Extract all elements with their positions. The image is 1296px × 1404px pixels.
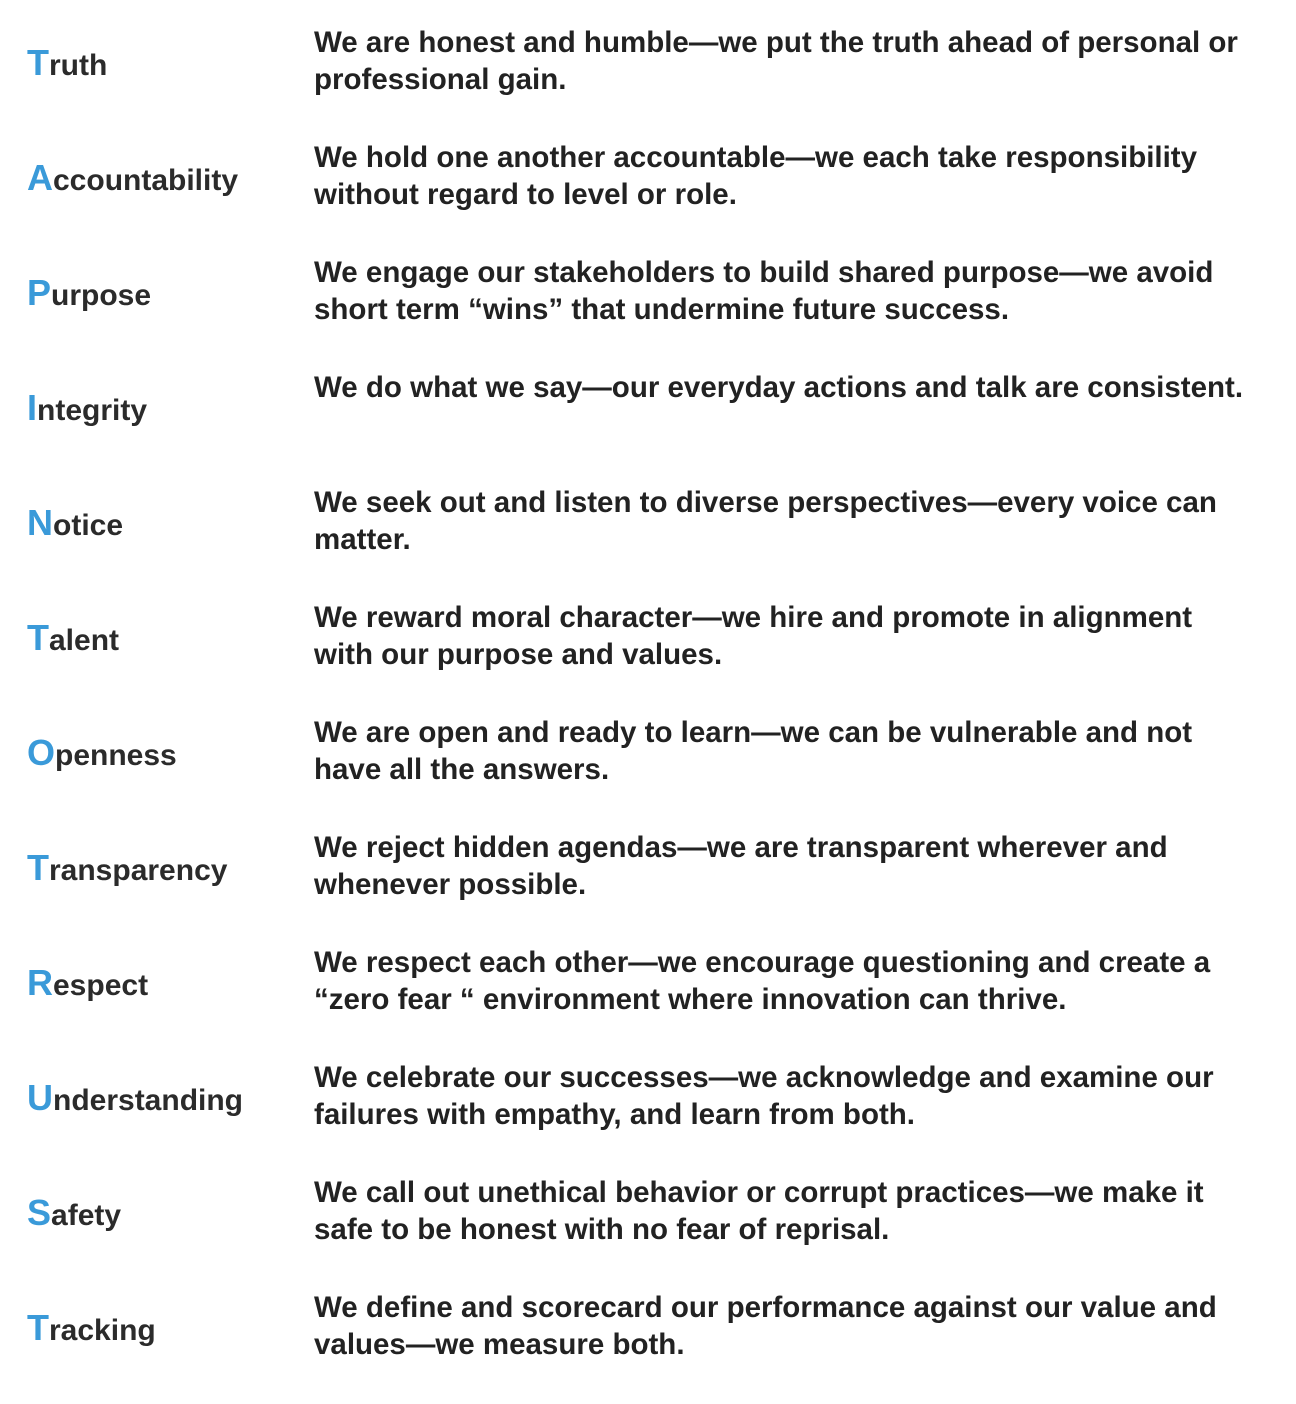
value-term (27, 1307, 156, 1348)
value-row (0, 1174, 1296, 1289)
value-term-rest: otice (53, 509, 124, 542)
value-row (0, 24, 1296, 139)
value-initial-letter: I (27, 387, 38, 428)
value-term (27, 502, 124, 543)
value-description: We are open and ready to learn—we can be vulnerable and not have all the answers. (314, 716, 1193, 786)
value-initial-letter: T (27, 1307, 49, 1348)
value-row (0, 714, 1296, 829)
value-term-rest: nderstanding (53, 1084, 244, 1117)
value-row (0, 599, 1296, 714)
value-term-rest: ccountability (53, 164, 239, 197)
value-initial-letter: A (27, 157, 53, 198)
value-row (0, 139, 1296, 254)
value-term-rest: ruth (49, 49, 108, 82)
value-term (27, 847, 228, 888)
value-description: We celebrate our successes—we acknowledge and examine our failures with empathy, and learn from both. (314, 1061, 1214, 1131)
value-term-rest: urpose (51, 279, 152, 312)
value-initial-letter: O (27, 732, 56, 773)
value-term-rest: ransparency (49, 854, 228, 887)
value-description: We seek out and listen to diverse perspectives—every voice can matter. (314, 486, 1217, 556)
value-row (0, 944, 1296, 1059)
value-term (27, 1077, 244, 1118)
value-term (27, 387, 148, 428)
value-description: We hold one another accountable—we each take responsibility without regard to level or role. (314, 141, 1198, 211)
value-description: We engage our stakeholders to build shared purpose—we avoid short term “wins” that undermine future success. (314, 256, 1214, 326)
value-term (27, 962, 149, 1003)
value-term-rest: racking (49, 1314, 156, 1347)
value-initial-letter: P (27, 272, 52, 313)
value-row (0, 484, 1296, 599)
value-term (27, 1192, 122, 1233)
value-description: We are honest and humble—we put the truth ahead of personal or professional gain. (314, 26, 1238, 96)
value-row (0, 254, 1296, 369)
value-term-rest: afety (51, 1199, 122, 1232)
value-description: We call out unethical behavior or corrupt practices—we make it safe to be honest with no fear of reprisal. (314, 1176, 1204, 1246)
value-term (27, 732, 177, 773)
value-row (0, 369, 1296, 484)
value-initial-letter: U (27, 1077, 53, 1118)
value-initial-letter: T (27, 42, 49, 83)
value-initial-letter: N (27, 502, 53, 543)
value-row (0, 1059, 1296, 1174)
value-initial-letter: T (27, 617, 49, 658)
value-row (0, 829, 1296, 944)
value-term-rest: alent (49, 624, 120, 657)
value-description: We define and scorecard our performance against our value and values—we measure both. (314, 1291, 1217, 1361)
value-term (27, 272, 152, 313)
value-description: We respect each other—we encourage questioning and create a “zero fear “ environment where innovation can thrive. (314, 946, 1211, 1016)
value-initial-letter: R (27, 962, 53, 1003)
value-term-rest: penness (55, 739, 177, 772)
value-initial-letter: S (27, 1192, 52, 1233)
value-term (27, 157, 239, 198)
value-term-rest: espect (53, 969, 149, 1002)
value-description: We reject hidden agendas—we are transparent wherever and whenever possible. (314, 831, 1168, 901)
value-term-rest: ntegrity (37, 394, 148, 427)
value-initial-letter: T (27, 847, 49, 888)
value-description: We do what we say—our everyday actions and talk are consistent. (314, 371, 1244, 404)
value-term (27, 617, 120, 658)
value-description: We reward moral character—we hire and promote in alignment with our purpose and values. (314, 601, 1193, 671)
value-term (27, 42, 108, 83)
